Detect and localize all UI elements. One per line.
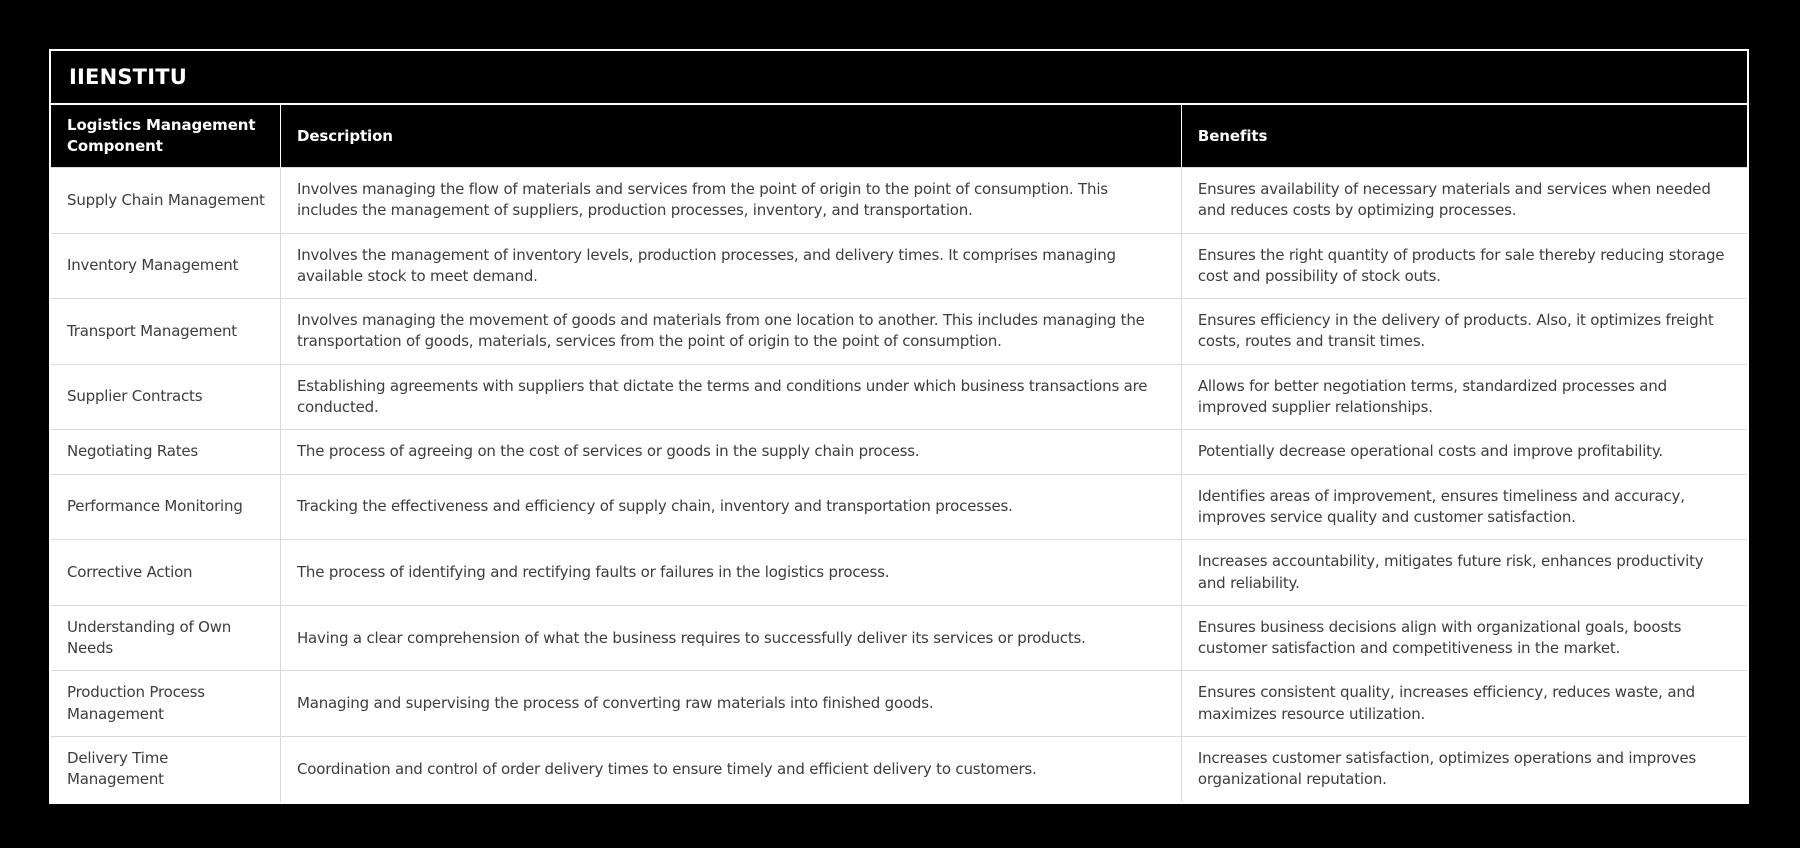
component-cell: Production Process Management xyxy=(51,671,280,737)
benefits-cell: Identifies areas of improvement, ensures timeliness and accuracy, improves service quality and customer satisfaction. xyxy=(1197,486,1685,526)
table-row xyxy=(51,540,1747,606)
description-cell: Coordination and control of order delivery times to ensure timely and efficient delivery to customers. xyxy=(280,737,1181,802)
component-cell: Performance Monitoring xyxy=(51,474,280,540)
benefits-cell: Ensures consistent quality, increases efficiency, reduces waste, and maximizes resource utilization. xyxy=(1197,683,1695,723)
description-cell: Involves managing the flow of materials and services from the point of origin to the point of consumption. This includes the management of suppliers, production processes, inventory, and transportation. xyxy=(280,168,1181,234)
benefits-cell: Ensures efficiency in the delivery of products. Also, it optimizes freight costs, routes and transit times. xyxy=(1197,311,1714,351)
table-row xyxy=(51,299,1747,365)
description-cell: The process of identifying and rectifying faults or failures in the logistics process. xyxy=(280,540,1181,606)
component-cell: Understanding of Own Needs xyxy=(51,605,280,671)
benefits-cell: Allows for better negotiation terms, standardized processes and improved supplier relationships. xyxy=(1197,376,1667,417)
description-cell: Having a clear comprehension of what the business requires to successfully deliver its services or products. xyxy=(280,605,1181,671)
description-cell: Establishing agreements with suppliers that dictate the terms and conditions under which business transactions are conducted. xyxy=(280,364,1181,430)
component-cell: Supply Chain Management xyxy=(51,168,280,234)
benefits-cell: Ensures the right quantity of products for sale thereby reducing storage cost and possibility of stock outs. xyxy=(1197,245,1725,285)
component-cell: Negotiating Rates xyxy=(51,430,280,474)
benefits-cell: Ensures business decisions align with organizational goals, boosts customer satisfaction and competitiveness in the market. xyxy=(1197,617,1682,658)
table-row xyxy=(51,474,1747,540)
column-header-component: Logistics Management Component xyxy=(51,104,280,168)
column-header-benefits: Benefits xyxy=(1197,126,1268,145)
benefits-cell: Potentially decrease operational costs and improve profitability. xyxy=(1197,442,1663,461)
page-title: IIENSTITU xyxy=(69,65,187,89)
description-cell: Involves the management of inventory levels, production processes, and delivery times. It comprises managing available stock to meet demand. xyxy=(280,233,1181,299)
table-row xyxy=(51,168,1747,234)
description-cell: Managing and supervising the process of converting raw materials into finished goods. xyxy=(280,671,1181,737)
benefits-cell: Ensures availability of necessary materials and services when needed and reduces costs by optimizing processes. xyxy=(1197,180,1711,220)
component-cell: Delivery Time Management xyxy=(51,737,280,802)
component-cell: Corrective Action xyxy=(51,540,280,606)
component-cell: Supplier Contracts xyxy=(51,364,280,430)
description-cell: The process of agreeing on the cost of services or goods in the supply chain process. xyxy=(280,430,1181,474)
table-header-row xyxy=(51,104,1747,168)
title-bar xyxy=(51,51,1747,103)
table-card xyxy=(49,49,1749,804)
description-cell: Tracking the effectiveness and efficiency of supply chain, inventory and transportation processes. xyxy=(280,474,1181,540)
table-row xyxy=(51,233,1747,299)
component-cell: Inventory Management xyxy=(51,233,280,299)
table-row xyxy=(51,737,1747,802)
column-header-description: Description xyxy=(280,104,1181,168)
benefits-cell: Increases accountability, mitigates future risk, enhances productivity and reliability. xyxy=(1197,552,1704,592)
logistics-table xyxy=(51,103,1747,802)
table-row xyxy=(51,605,1747,671)
benefits-cell: Increases customer satisfaction, optimizes operations and improves organizational reputation. xyxy=(1197,749,1697,789)
description-cell: Involves managing the movement of goods and materials from one location to another. This includes managing the transportation of goods, materials, services from the point of origin to the point of consumption. xyxy=(280,299,1181,365)
table-row xyxy=(51,671,1747,737)
component-cell: Transport Management xyxy=(51,299,280,365)
table-row xyxy=(51,430,1747,474)
table-row xyxy=(51,364,1747,430)
